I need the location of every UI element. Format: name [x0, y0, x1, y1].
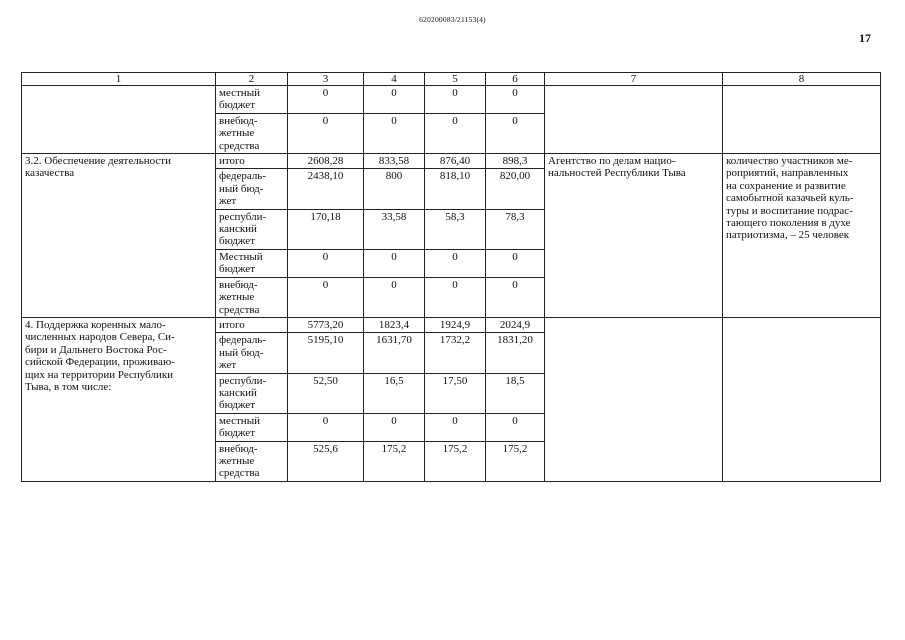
funding-source: Местный бюджет — [216, 249, 288, 277]
value-cell: 0 — [364, 413, 425, 441]
funding-source: внебюд- жетные средства — [216, 441, 288, 481]
value-cell: 175,2 — [425, 441, 486, 481]
value-cell: 175,2 — [486, 441, 545, 481]
funding-source: республи- канский бюджет — [216, 373, 288, 413]
value-cell: 525,6 — [288, 441, 364, 481]
table-row — [22, 317, 881, 332]
funding-source: республи- канский бюджет — [216, 209, 288, 249]
column-number-3: 3 — [288, 73, 364, 86]
column-number-6: 6 — [486, 73, 545, 86]
column-number-row — [22, 73, 881, 86]
value-cell: 0 — [288, 113, 364, 153]
value-cell: 0 — [486, 413, 545, 441]
value-cell: 0 — [364, 86, 425, 114]
value-cell: 1831,20 — [486, 333, 545, 373]
value-cell: 52,50 — [288, 373, 364, 413]
funding-source: итого — [216, 317, 288, 332]
column-number-8: 8 — [723, 73, 881, 86]
value-cell: 2438,10 — [288, 169, 364, 209]
budget-table — [21, 72, 881, 482]
value-cell: 898,3 — [486, 154, 545, 169]
funding-source: итого — [216, 154, 288, 169]
value-cell: 58,3 — [425, 209, 486, 249]
value-cell: 18,5 — [486, 373, 545, 413]
value-cell: 0 — [425, 277, 486, 317]
expected-result-cell — [723, 317, 881, 481]
value-cell: 2024,9 — [486, 317, 545, 332]
activity-title: 3.2. Обеспечение деятельности казачества — [22, 154, 216, 318]
value-cell: 16,5 — [364, 373, 425, 413]
column-number-7: 7 — [545, 73, 723, 86]
funding-source: федераль- ный бюд- жет — [216, 169, 288, 209]
value-cell: 820,00 — [486, 169, 545, 209]
table-row — [22, 86, 881, 114]
value-cell: 0 — [288, 249, 364, 277]
page-number: 17 — [859, 31, 871, 45]
value-cell: 17,50 — [425, 373, 486, 413]
value-cell: 800 — [364, 169, 425, 209]
value-cell: 1823,4 — [364, 317, 425, 332]
funding-source: местный бюджет — [216, 413, 288, 441]
expected-result-cell: количество участников ме- роприятий, направленных на сохранение и развитие самобытной казачьей куль- туры и воспитание подрас- тающего поколения в духе патриотизма, – 25 человек — [723, 154, 881, 318]
funding-source: федераль- ный бюд- жет — [216, 333, 288, 373]
value-cell: 0 — [486, 86, 545, 114]
value-cell: 0 — [364, 113, 425, 153]
value-cell: 0 — [288, 86, 364, 114]
value-cell: 170,18 — [288, 209, 364, 249]
value-cell: 0 — [486, 113, 545, 153]
funding-source: местный бюджет — [216, 86, 288, 114]
value-cell: 1631,70 — [364, 333, 425, 373]
funding-source: внебюд- жетные средства — [216, 277, 288, 317]
continuation-executor-cell — [545, 86, 723, 154]
funding-source: внебюд- жетные средства — [216, 113, 288, 153]
value-cell: 0 — [364, 277, 425, 317]
value-cell: 5773,20 — [288, 317, 364, 332]
continuation-result-cell — [723, 86, 881, 154]
value-cell: 0 — [425, 113, 486, 153]
value-cell: 0 — [425, 86, 486, 114]
column-number-4: 4 — [364, 73, 425, 86]
document-number: 620200083/21153(4) — [419, 15, 486, 24]
value-cell: 0 — [288, 277, 364, 317]
value-cell: 0 — [486, 277, 545, 317]
column-number-2: 2 — [216, 73, 288, 86]
value-cell: 175,2 — [364, 441, 425, 481]
value-cell: 876,40 — [425, 154, 486, 169]
executor-cell: Агентство по делам нацио- нальностей Республики Тыва — [545, 154, 723, 318]
value-cell: 78,3 — [486, 209, 545, 249]
value-cell: 0 — [288, 413, 364, 441]
value-cell: 1924,9 — [425, 317, 486, 332]
value-cell: 0 — [425, 249, 486, 277]
value-cell: 833,58 — [364, 154, 425, 169]
value-cell: 2608,28 — [288, 154, 364, 169]
value-cell: 33,58 — [364, 209, 425, 249]
table-row — [22, 154, 881, 169]
executor-cell — [545, 317, 723, 481]
value-cell: 818,10 — [425, 169, 486, 209]
value-cell: 5195,10 — [288, 333, 364, 373]
activity-title: 4. Поддержка коренных мало- численных народов Севера, Си- бири и Дальнего Востока Рос- сийской Федерации, проживаю- щих на территории Республики Тыва, в том числе: — [22, 317, 216, 481]
value-cell: 0 — [486, 249, 545, 277]
column-number-1: 1 — [22, 73, 216, 86]
column-number-5: 5 — [425, 73, 486, 86]
continuation-title-cell — [22, 86, 216, 154]
value-cell: 0 — [364, 249, 425, 277]
value-cell: 1732,2 — [425, 333, 486, 373]
value-cell: 0 — [425, 413, 486, 441]
